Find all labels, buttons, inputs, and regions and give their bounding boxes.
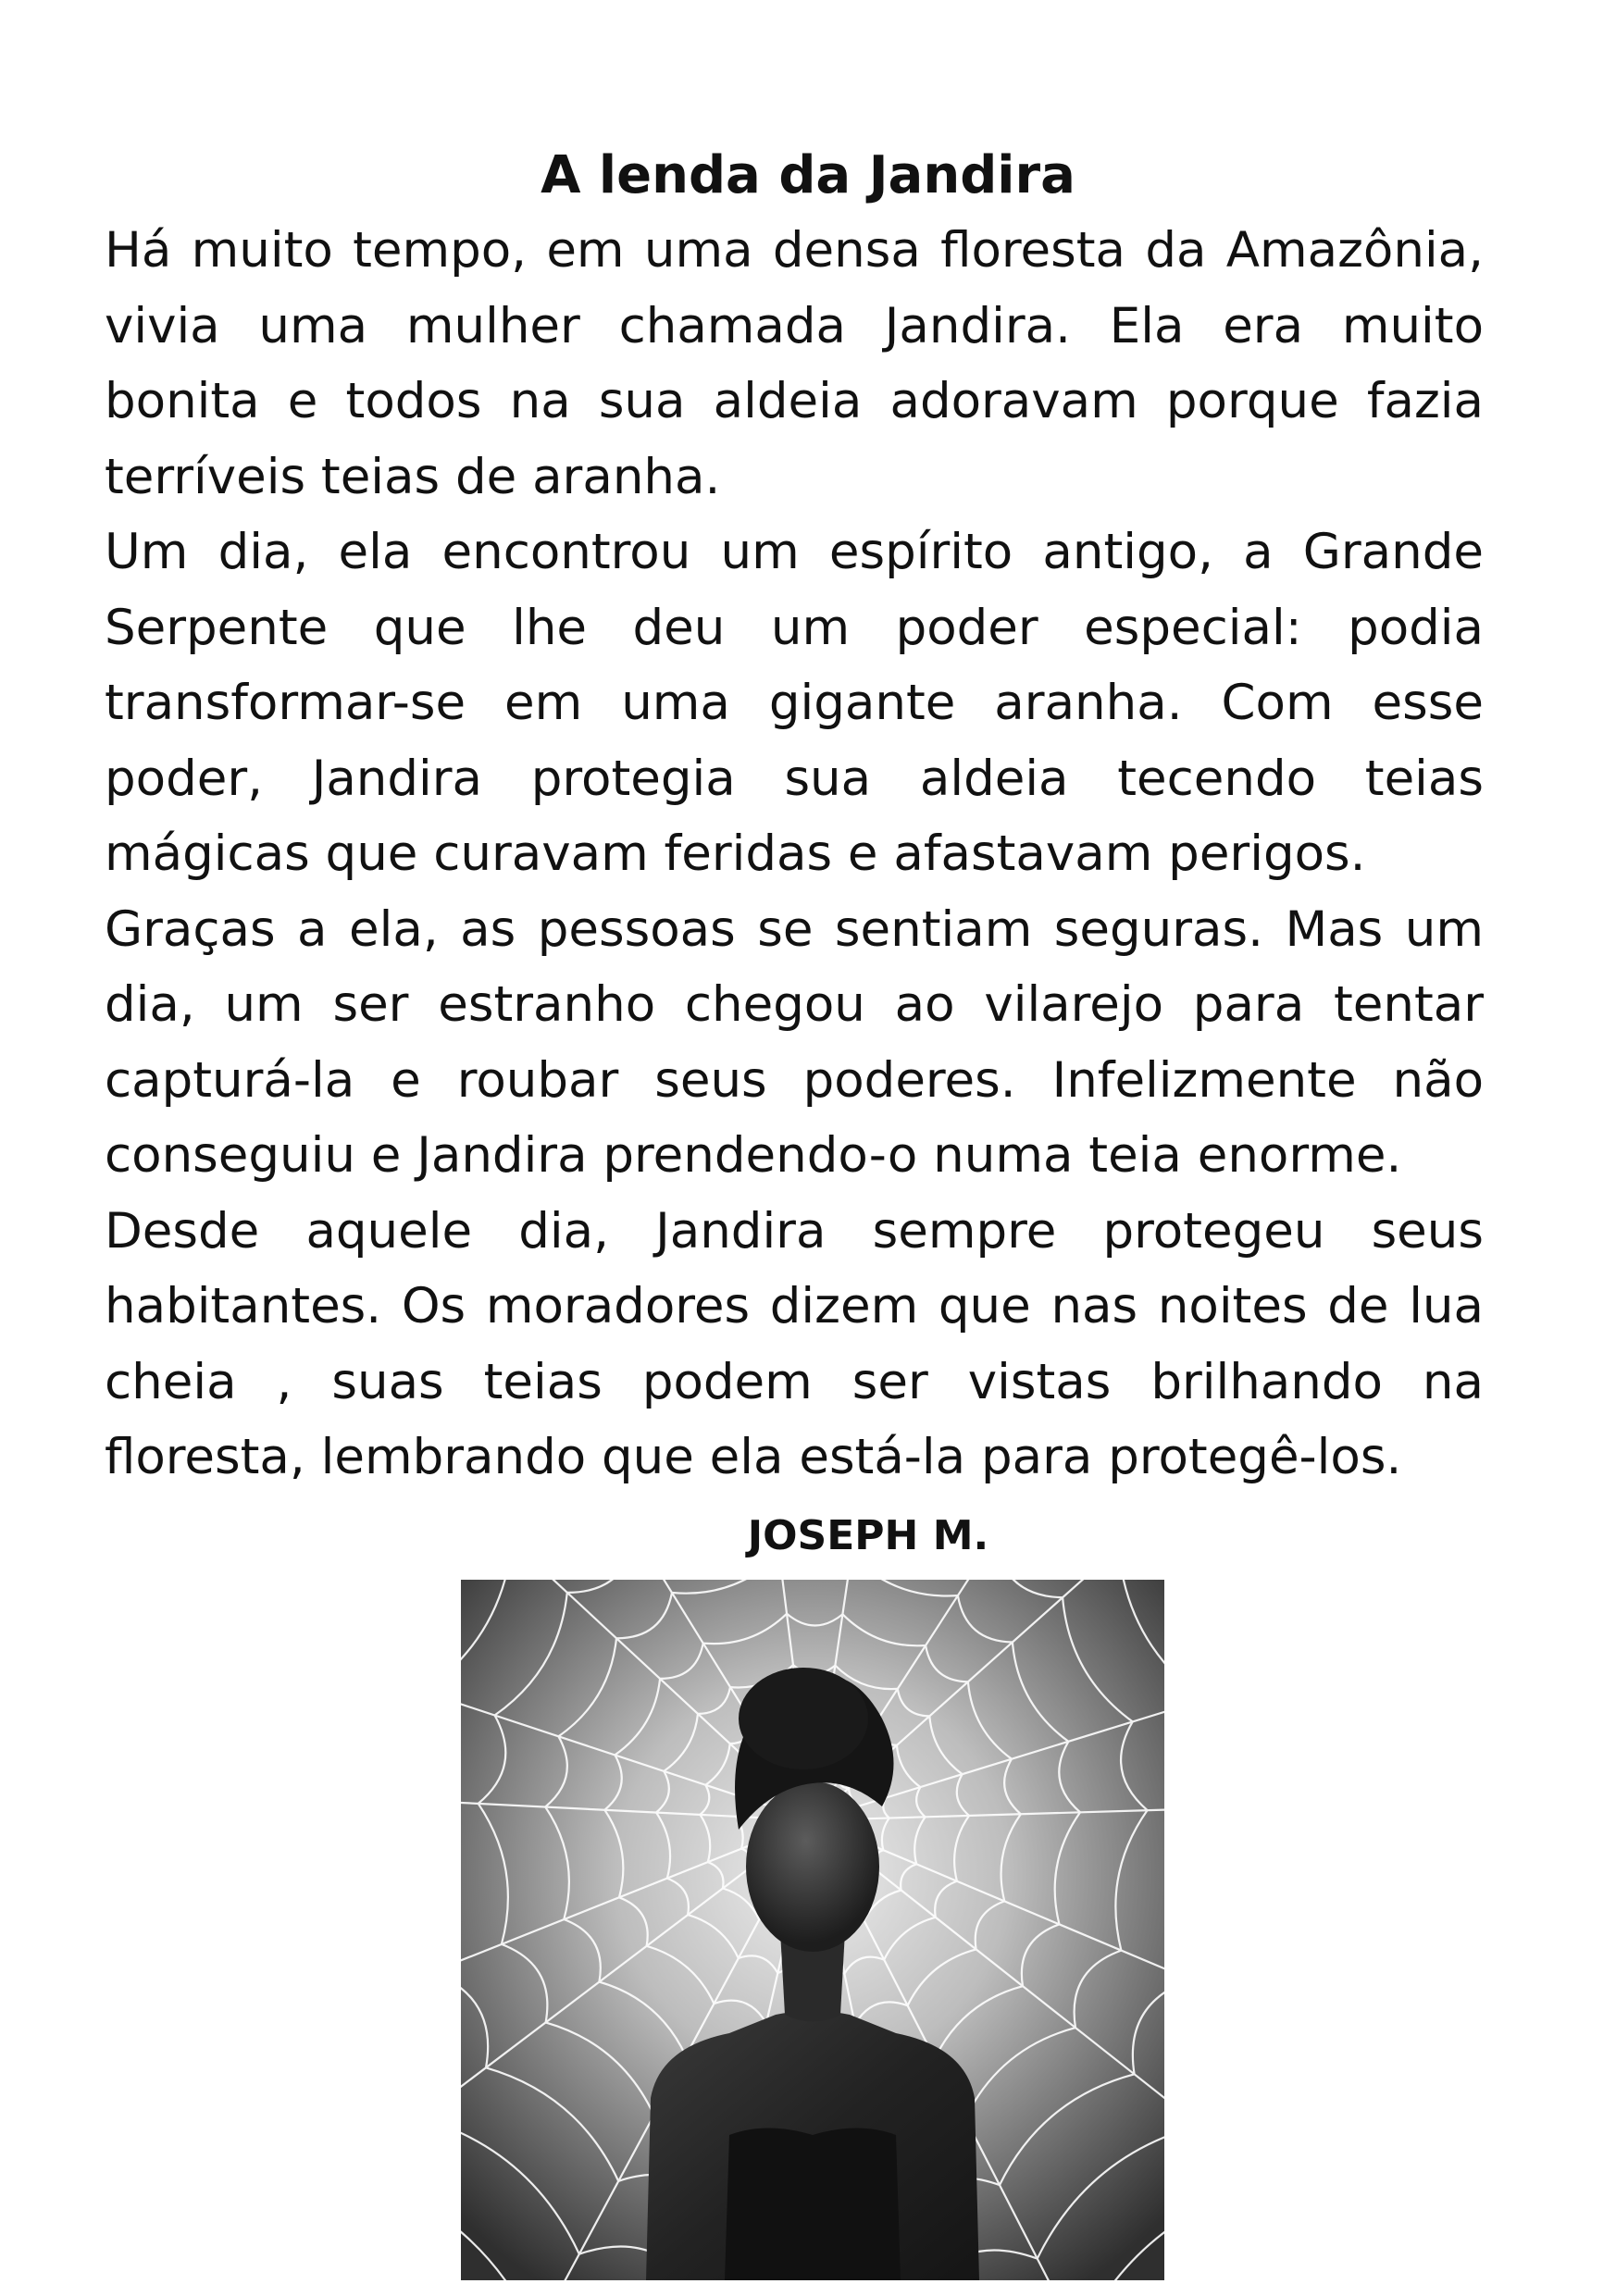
story-body bbox=[105, 213, 1484, 1496]
story-paragraph-3: Graças a ela, as pessoas se sentiam seguras. Mas um dia, um ser estranho chegou ao vilarejo para tentar capturá-la e roubar seus poderes. Infelizmente não conseguiu e Jandira prendendo-o numa teia enorme. bbox=[105, 900, 1484, 1184]
story-paragraph-2: Um dia, ela encontrou um espírito antigo, a Grande Serpente que lhe deu um poder especial: podia transformar-se em uma gigante aranha. Com esse poder, Jandira protegia sua aldeia tecendo teias mágicas que curavam feridas e afastavam perigos. bbox=[105, 524, 1484, 882]
story-title: A lenda da Jandira bbox=[541, 145, 1075, 205]
spider-web-woman-illustration bbox=[461, 1580, 1164, 2280]
story-paragraph-4: Desde aquele dia, Jandira sempre protegeu seus habitantes. Os moradores dizem que nas noites de lua cheia , suas teias podem ser vistas brilhando na floresta, lembrando que ela está-la para protegê-los. bbox=[105, 1202, 1484, 1485]
illustration-image bbox=[461, 1580, 1164, 2280]
author-name: JOSEPH M. bbox=[747, 1512, 989, 1559]
story-paragraph-1: Há muito tempo, em uma densa floresta da Amazônia, vivia uma mulher chamada Jandira. Ela era muito bonita e todos na sua aldeia adoravam porque fazia terríveis teias de aranha. bbox=[105, 222, 1484, 505]
